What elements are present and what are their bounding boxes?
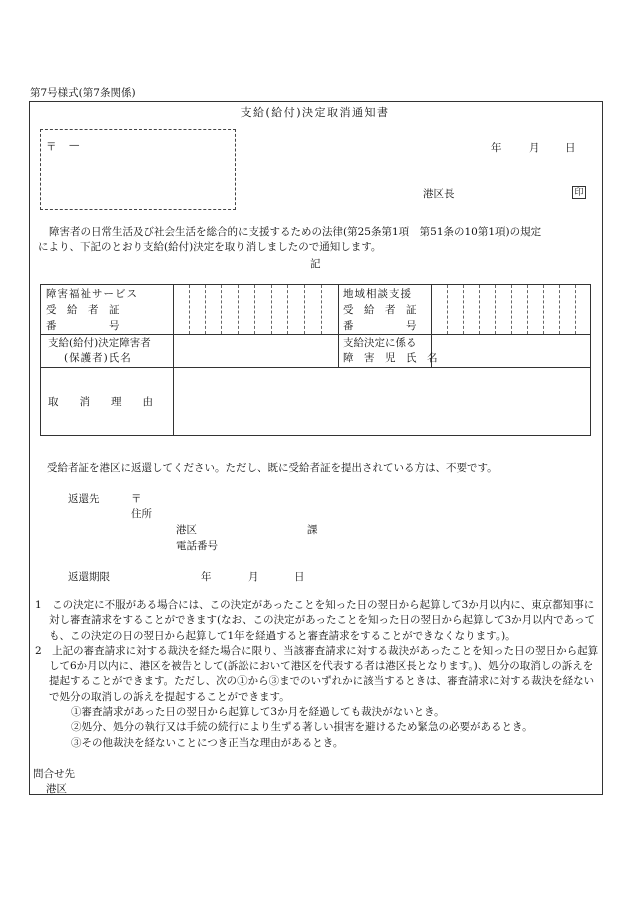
return-to-postal: 〒 <box>131 493 142 505</box>
digit-divider <box>511 285 512 334</box>
cert-label-line3: 番 号 <box>46 320 120 332</box>
table-vline <box>338 284 339 367</box>
deadline-month: 月 <box>248 571 259 583</box>
issuer: 港区長 <box>423 188 455 200</box>
consult-label-line3: 番 号 <box>343 320 417 332</box>
child-label-line1: 支給決定に係る <box>343 337 417 349</box>
page-title: 支給(給付)決定取消通知書 <box>240 106 390 119</box>
date-month: 月 <box>529 142 540 154</box>
reason-label: 取 消 理 由 <box>48 396 153 408</box>
postal-mark: 〒 <box>46 141 57 153</box>
contact-label: 問合せ先 <box>33 768 75 780</box>
ki-mark: 記 <box>310 258 321 270</box>
sub-note-3: ③その他裁決を経ないことにつき正当な理由があるとき。 <box>71 736 344 749</box>
digit-divider <box>189 285 190 334</box>
body-text-1: 障害者の日常生活及び社会生活を総合的に支援するための法律(第25条第1項 第51条の10第1項)の規定 <box>49 226 542 238</box>
digit-divider <box>527 285 528 334</box>
digit-divider <box>205 285 206 334</box>
return-notice: 受給者証を港区に返還してください。ただし、既に受給者証を提出されている方は、不要です。 <box>47 462 498 474</box>
digit-divider <box>559 285 560 334</box>
return-to-label: 返還先 <box>68 493 100 505</box>
return-to-address-label: 住所 <box>131 508 152 520</box>
date-year: 年 <box>491 142 502 154</box>
digit-divider <box>321 285 322 334</box>
deadline-year: 年 <box>201 571 212 583</box>
cert-label-line2: 受 給 者 証 <box>46 304 120 316</box>
return-to-section: 課 <box>307 524 318 536</box>
deadline-day: 日 <box>294 571 305 583</box>
note-2: 2 上記の審査請求に対する裁決を経た場合に限り、当該審査請求に対する裁決があったことを知った日の翌日から起算して6か月以内に、港区を被告として(訴訟において港区を代表する者は港区長となります。)、処分の取消しの訴えを提起することができます。ただし、次の①から③までのいずれかに該当するときは、審査請求に対する裁決を経ないで処分の取消しの訴えを提起することができます。 <box>35 644 599 703</box>
consult-label-line1: 地域相談支援 <box>343 288 412 300</box>
postal-dash: — <box>69 139 80 151</box>
return-to-ward: 港区 <box>176 524 197 536</box>
date-day: 日 <box>565 142 576 154</box>
table-vline <box>173 284 174 436</box>
child-label-line2: 障 害 児 氏 名 <box>343 352 438 364</box>
sub-note-2: ②処分、処分の執行又は手続の続行により生ずる著しい損害を避けるため緊急の必要があるとき。 <box>71 721 533 734</box>
table-hline <box>40 367 591 368</box>
digit-divider <box>447 285 448 334</box>
contact-ward: 港区 <box>46 783 67 795</box>
digit-divider <box>304 285 305 334</box>
note-1: 1 この決定に不服がある場合には、この決定があったことを知った日の翌日から起算して3か月以内に、東京都知事に対し審査請求をすることができます(なお、この決定があったことを知った日の翌日から起算して3か月以内であっても、この決定の日の翌日から起算して1年を経過すると審査請求をすることができなくなります。)。 <box>35 599 596 642</box>
deadline-label: 返還期限 <box>68 571 110 583</box>
digit-divider <box>543 285 544 334</box>
form-id: 第7号様式(第7条関係) <box>30 87 136 99</box>
person-label-line1: 支給(給付)決定障害者 <box>48 337 151 349</box>
cert-label-line1: 障害福祉サービス <box>46 288 138 300</box>
digit-divider <box>238 285 239 334</box>
table-hline <box>40 334 591 335</box>
digit-divider <box>271 285 272 334</box>
consult-label-line2: 受 給 者 証 <box>343 304 417 316</box>
seal-mark: 印 <box>572 186 586 199</box>
digit-divider <box>221 285 222 334</box>
digit-divider <box>495 285 496 334</box>
body-text-2: により、下記のとおり支給(給付)決定を取り消しましたので通知します。 <box>38 241 382 253</box>
return-to-phone-label: 電話番号 <box>176 540 218 552</box>
sub-note-1: ①審査請求があった日の翌日から起算して3か月を経過しても裁決がないとき。 <box>71 706 445 719</box>
digit-divider <box>463 285 464 334</box>
person-label-line2: (保護者)氏名 <box>64 352 132 364</box>
digit-divider <box>575 285 576 334</box>
notes-section <box>35 598 601 751</box>
digit-divider <box>287 285 288 334</box>
digit-divider <box>254 285 255 334</box>
digit-divider <box>479 285 480 334</box>
